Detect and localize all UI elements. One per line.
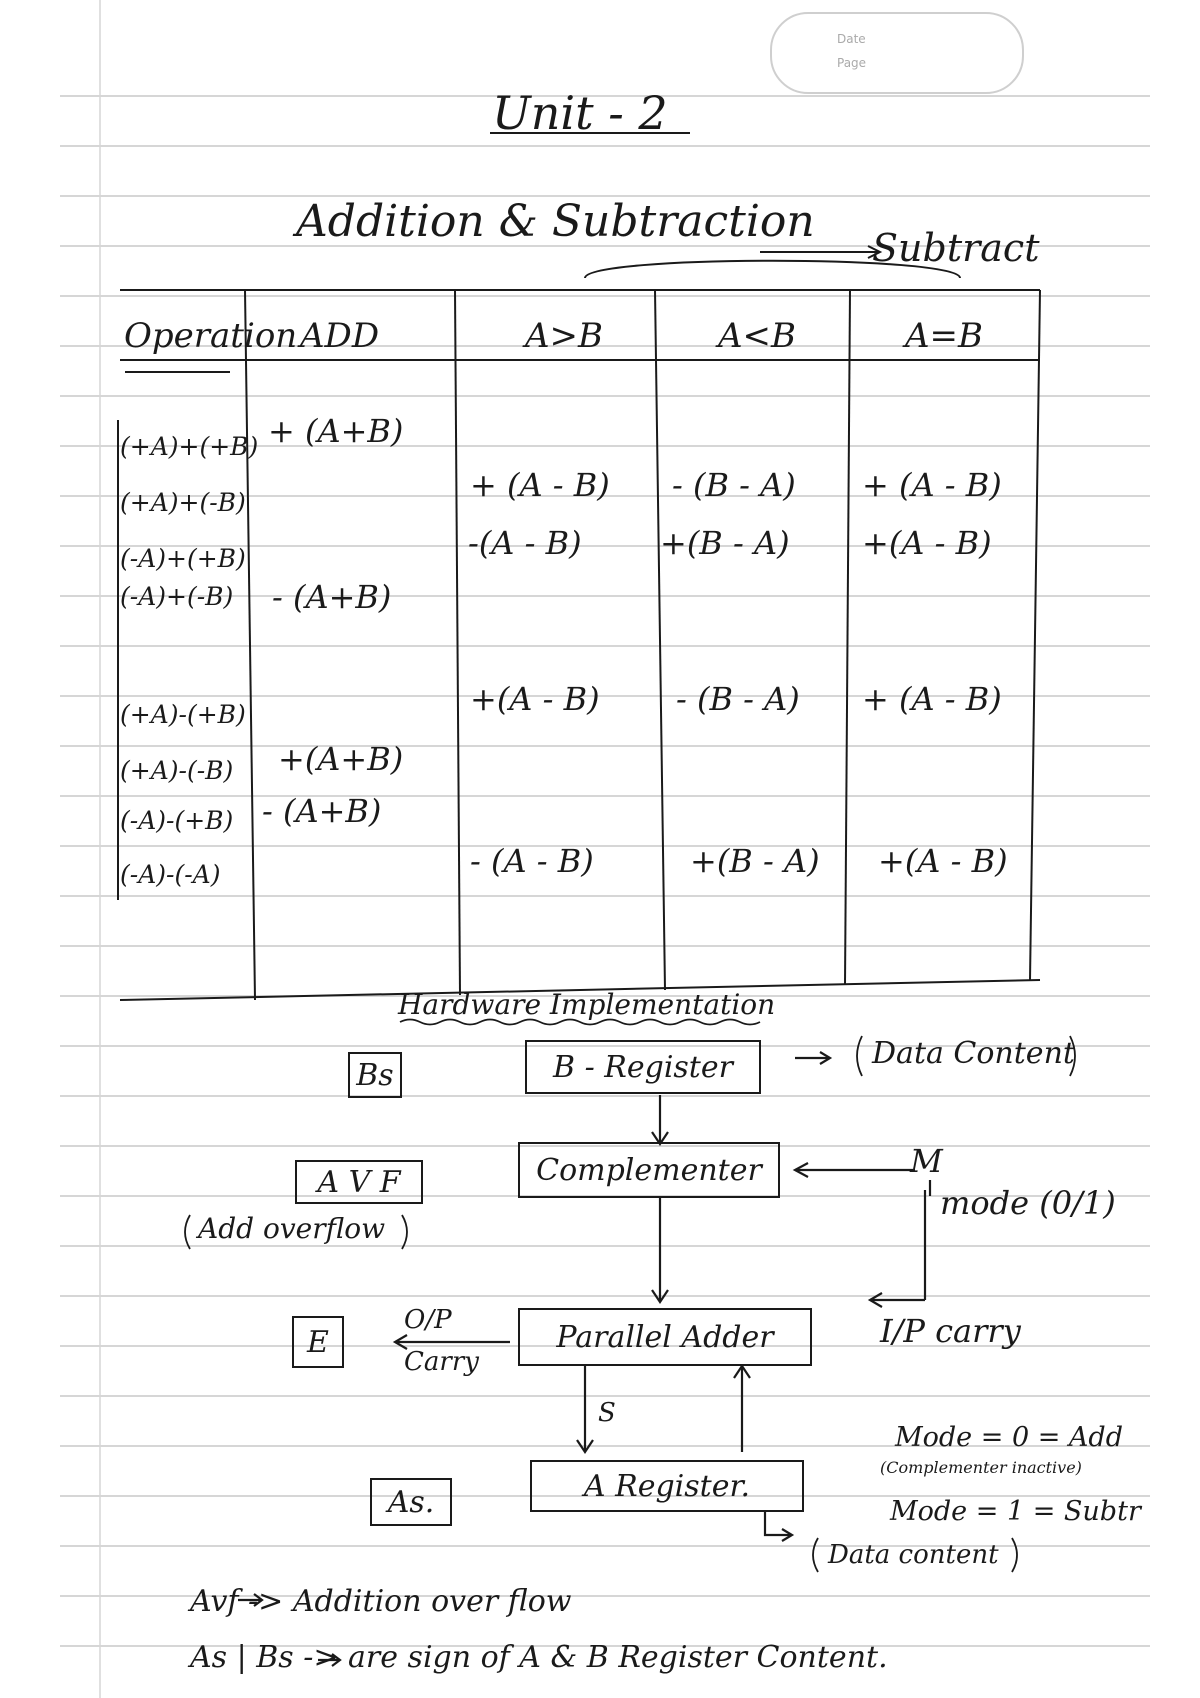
- table-header-operation: Operation: [124, 316, 298, 356]
- add-overflow-label: Add overflow: [198, 1212, 386, 1245]
- ip-carry-label: I/P carry: [880, 1312, 1021, 1350]
- page-title: Unit - 2: [492, 86, 668, 140]
- date-page-stamp: [770, 12, 1024, 94]
- table-cell: +(A - B): [862, 524, 992, 562]
- parallel-adder-box: Parallel Adder: [518, 1308, 812, 1366]
- table-cell: +(A - B): [470, 680, 600, 718]
- table-cell: +(B - A): [690, 842, 820, 880]
- add-cell: - (A+B): [272, 578, 392, 616]
- subtract-label: Subtract: [872, 226, 1040, 270]
- operation-cell: (-A)+(-B): [120, 582, 234, 611]
- table-cell: +(B - A): [660, 524, 790, 562]
- data-content-label: Data content: [828, 1540, 999, 1570]
- table-header-a-eq-b: A=B: [905, 316, 984, 356]
- operation-cell: (+A)+(-B): [120, 488, 246, 517]
- operation-cell: (+A)-(-B): [120, 756, 234, 785]
- avf-box: A V F: [295, 1160, 423, 1204]
- e-box: E: [292, 1316, 344, 1368]
- m-label: M: [910, 1142, 943, 1180]
- operation-cell: (+A)-(+B): [120, 700, 246, 729]
- date-label: Date: [837, 32, 866, 46]
- op-carry-label: O/P Carry: [404, 1305, 479, 1377]
- table-cell: - (A - B): [470, 842, 594, 880]
- add-cell: +(A+B): [278, 740, 404, 778]
- as-box: As.: [370, 1478, 452, 1526]
- operation-cell: (+A)+(+B): [120, 432, 259, 461]
- operation-cell: (-A)+(+B): [120, 544, 246, 573]
- table-cell: -(A - B): [468, 524, 582, 562]
- table-cell: + (A - B): [470, 466, 610, 504]
- b-register-box: B - Register: [525, 1040, 761, 1094]
- table-cell: + (A - B): [862, 466, 1002, 504]
- mode-label: mode (0/1): [940, 1184, 1116, 1222]
- note-avf: Avf -> Addition over flow: [190, 1584, 572, 1619]
- page-label: Page: [837, 56, 867, 70]
- bs-box: Bs: [348, 1052, 402, 1098]
- table-header-a-lt-b: A<B: [718, 316, 797, 356]
- table-cell: - (B - A): [676, 680, 800, 718]
- s-label: S: [598, 1398, 616, 1428]
- add-cell: - (A+B): [262, 792, 382, 830]
- add-cell: + (A+B): [268, 412, 404, 450]
- operation-cell: (-A)-(-A): [120, 860, 221, 889]
- hw-title: Hardware Implementation: [398, 988, 776, 1021]
- operation-cell: (-A)-(+B): [120, 806, 234, 835]
- data-content-label: Data Content: [872, 1036, 1075, 1071]
- note-as-bs: As | Bs -> are sign of A & B Register Content.: [190, 1640, 888, 1675]
- mode-note: (Complementer inactive): [880, 1458, 1082, 1477]
- table-header-a-gt-b: A>B: [525, 316, 604, 356]
- table-cell: +(A - B): [878, 842, 1008, 880]
- complementer-box: Complementer: [518, 1142, 780, 1198]
- table-cell: + (A - B): [862, 680, 1002, 718]
- subtitle: Addition & Subtraction: [296, 196, 815, 247]
- mode-note: Mode = 0 = Add: [895, 1422, 1123, 1453]
- mode-note: Mode = 1 = Subtr: [890, 1496, 1141, 1527]
- table-cell: - (B - A): [672, 466, 796, 504]
- a-register-box: A Register.: [530, 1460, 804, 1512]
- table-header-add: ADD: [300, 316, 380, 356]
